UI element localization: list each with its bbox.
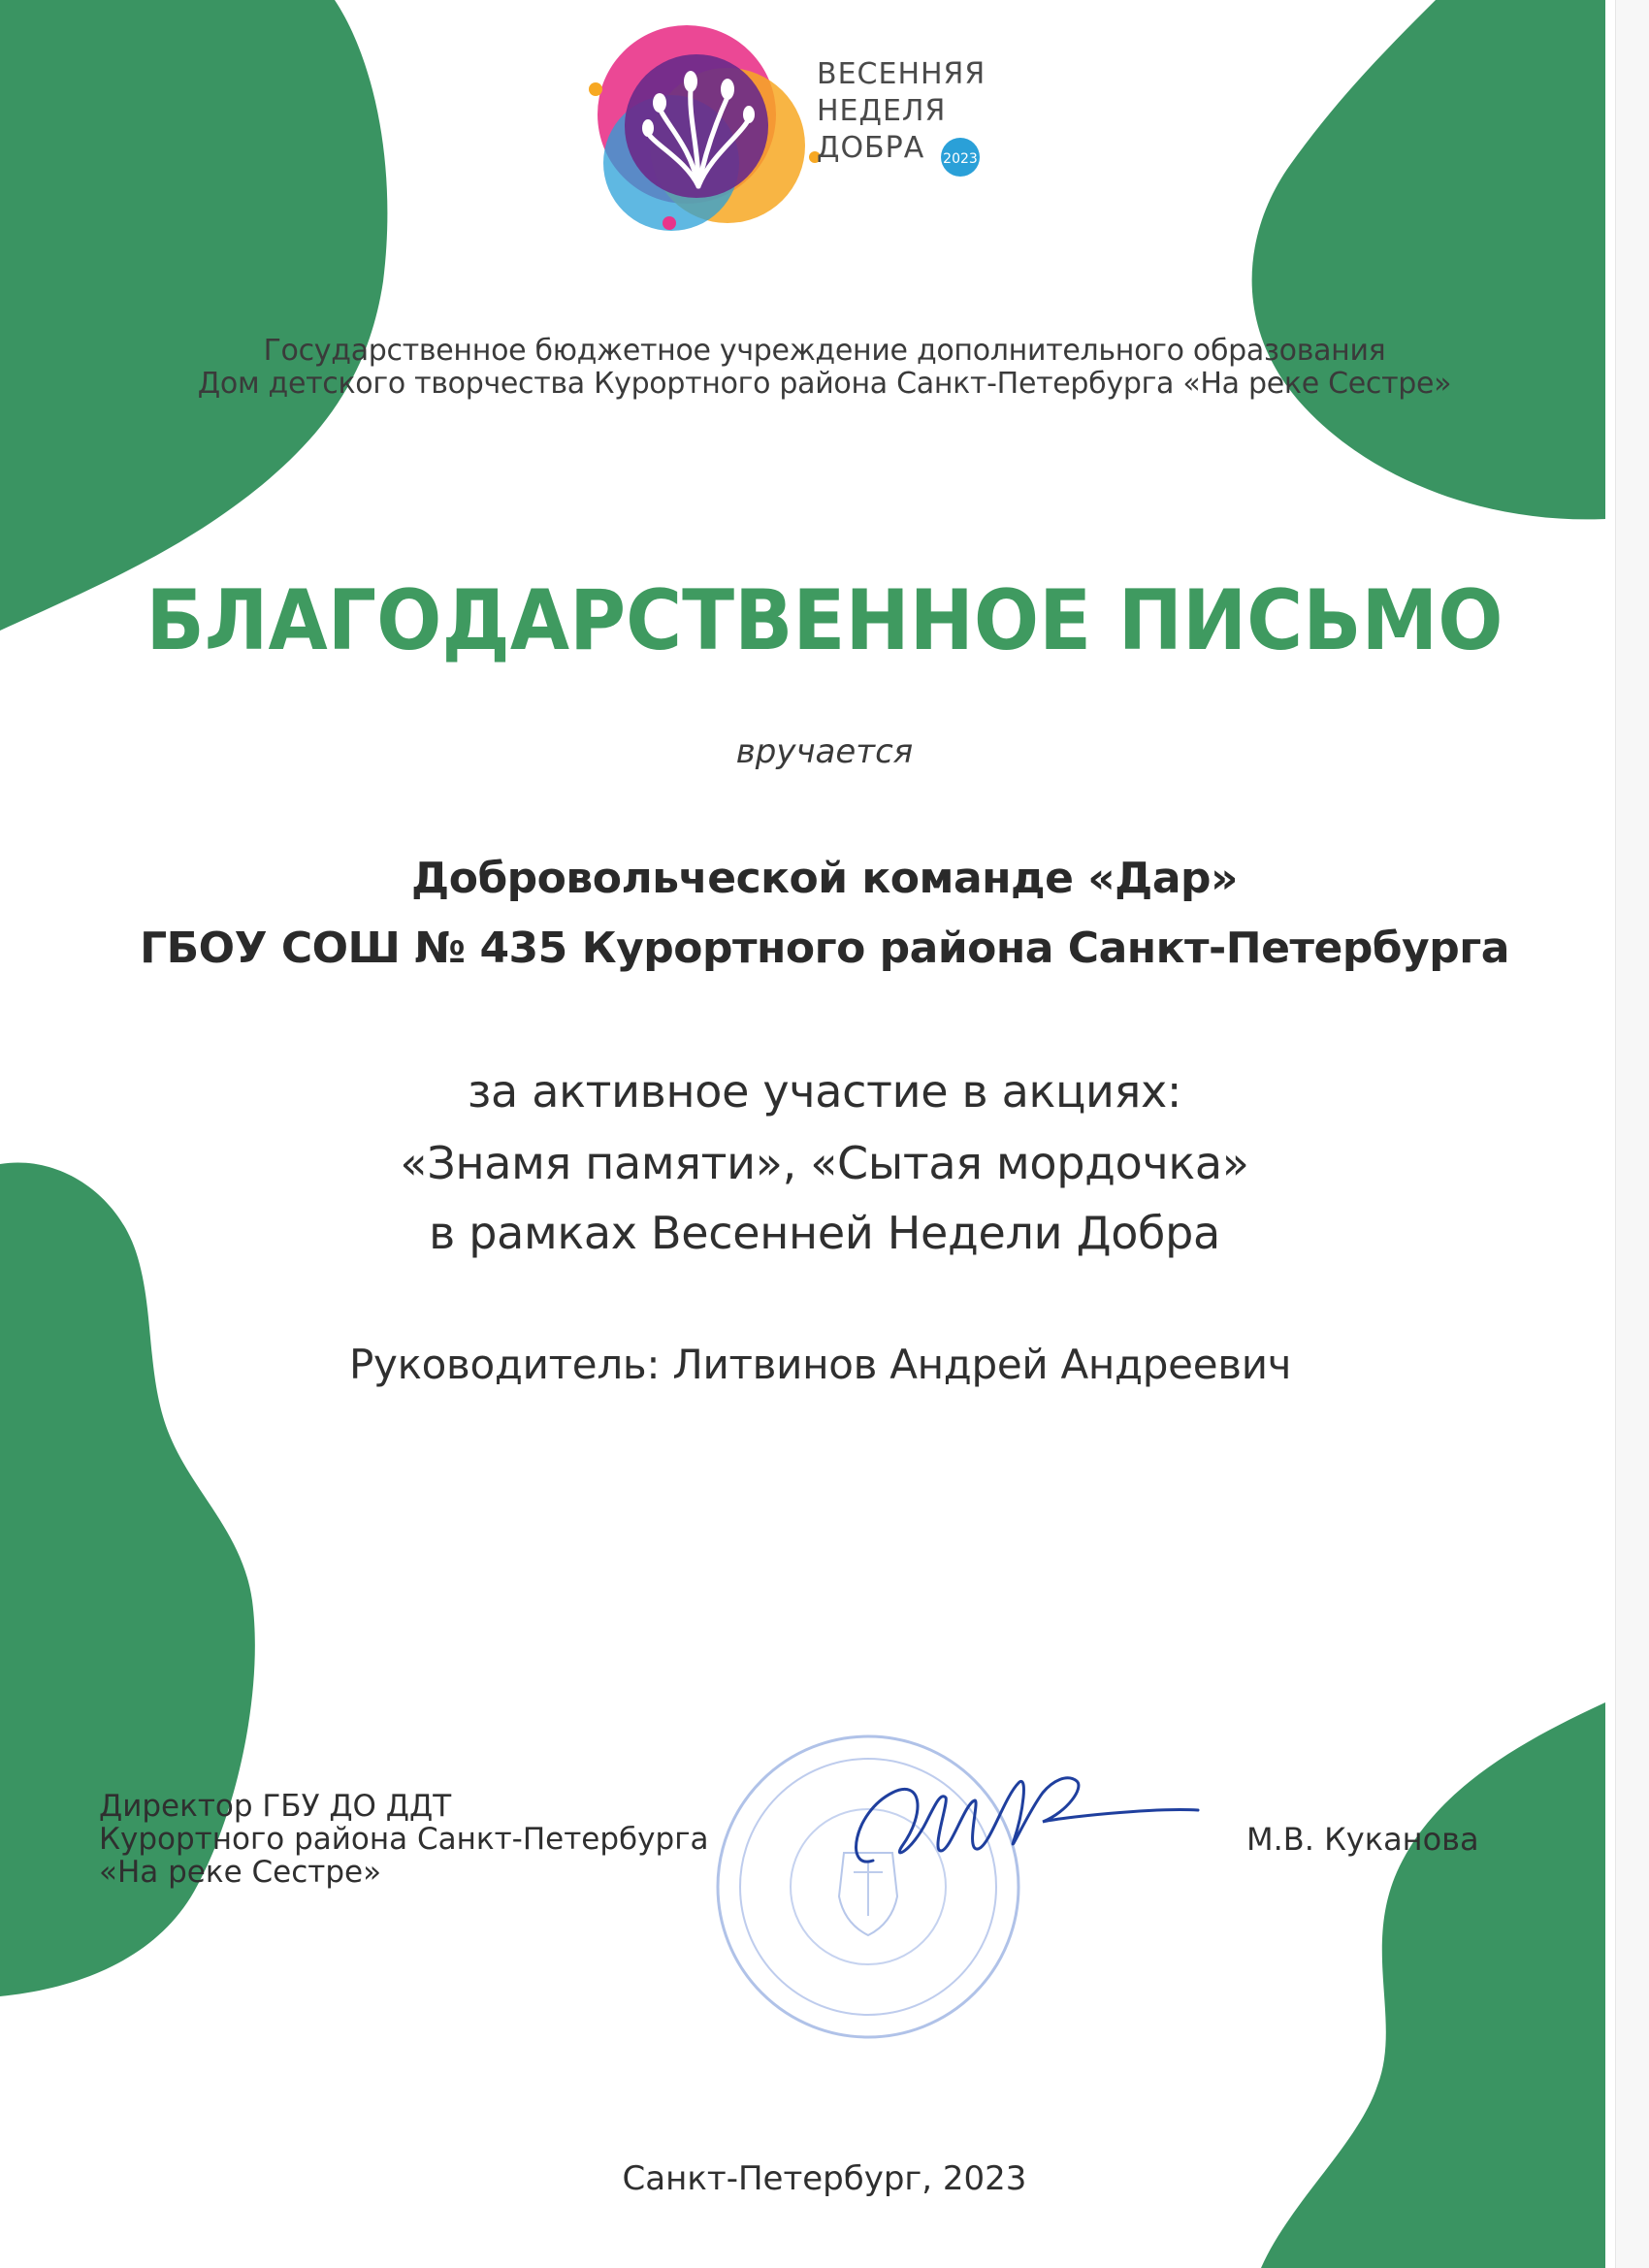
recipient-line-1: Добровольческой команде «Дар»	[411, 854, 1238, 903]
director-line-3: «На реке Сестре»	[99, 1855, 382, 1890]
director-block	[99, 1790, 708, 1889]
recipient-line-2: ГБОУ СОШ № 435 Курортного района Санкт-Петербурга	[140, 923, 1509, 973]
blob-top-left	[0, 0, 387, 631]
reason-line-3: в рамках Весенней Недели Добра	[429, 1207, 1220, 1259]
place-and-year: Санкт-Петербург, 2023	[622, 2159, 1027, 2198]
organization-line-2: Дом детского творчества Курортного района Санкт-Петербурга «На реке Сестре»	[197, 367, 1452, 401]
organization-line-1: Государственное бюджетное учреждение дополнительного образования	[263, 334, 1386, 368]
logo-line-2: НЕДЕЛЯ	[817, 94, 947, 128]
logo-line-1: ВЕСЕННЯЯ	[817, 57, 986, 91]
director-line-2: Курортного района Санкт-Петербурга	[99, 1822, 709, 1857]
logo-wordmark	[817, 56, 986, 167]
blob-top-right	[1252, 0, 1605, 519]
leader-line: Руководитель: Литвинов Андрей Андреевич	[349, 1341, 1292, 1388]
signer-name: М.В. Куканова	[1246, 1821, 1479, 1858]
reason-line-1: за активное участие в акциях:	[467, 1065, 1182, 1118]
issued-to-label: вручается	[735, 732, 914, 771]
logo-year: 2023	[943, 151, 978, 167]
logo-line-3: ДОБРА	[817, 131, 925, 165]
document-title: БЛАГОДАРСТВЕННОЕ ПИСЬМО	[146, 572, 1504, 669]
director-line-1: Директор ГБУ ДО ДДТ	[99, 1789, 452, 1824]
reason-line-2: «Знамя памяти», «Сытая мордочка»	[400, 1137, 1249, 1189]
handwritten-signature	[834, 1754, 1203, 1890]
